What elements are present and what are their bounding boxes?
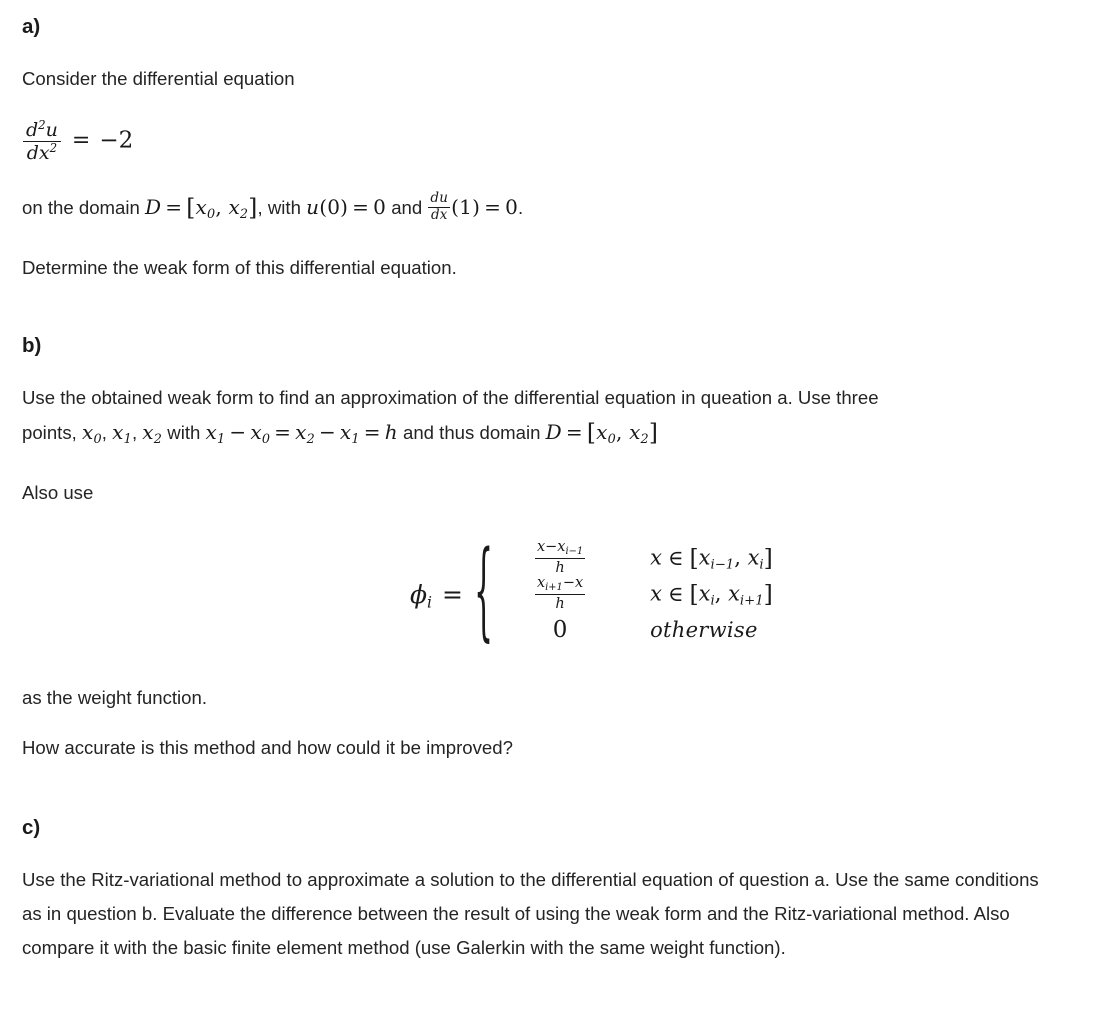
f1-x2-sub: i−1	[565, 546, 584, 558]
point-x0	[81, 419, 102, 447]
accuracy-question-line: How accurate is this method and how could it be improved?	[22, 737, 513, 759]
fraction-2-denominator: h	[555, 595, 565, 612]
point-x2	[142, 419, 163, 447]
math-equals-2: =	[352, 194, 370, 219]
math-u-arg: (0)	[319, 194, 349, 219]
math-zero-1: 0	[373, 194, 387, 219]
piecewise-row-1	[508, 540, 773, 576]
bracket-open-b: [	[586, 419, 597, 447]
c2-b: x	[728, 581, 740, 606]
e-x2-sub: 2	[306, 431, 315, 447]
boundary-condition-1	[306, 195, 386, 219]
point-x1	[112, 419, 132, 447]
bracket-close-b: ]	[648, 419, 659, 447]
math-equals-3: =	[484, 194, 502, 219]
e-x1b: x	[339, 419, 352, 444]
piecewise-value-1	[508, 539, 612, 576]
d-x2: x	[629, 419, 641, 444]
e-x1b-sub: 1	[351, 431, 360, 447]
f1-minus: −	[545, 539, 558, 556]
section-b-paragraph-line2: points, $x_0$, $x_1$, $x_2$ with $x_1 - x_0 = x_2 - x_1 = h$ and thus domain $D = [x_0$, $x_2$]	[22, 419, 659, 447]
c1-bracket-close: ]	[763, 544, 773, 573]
math-u: u	[306, 194, 320, 219]
c1-var: x	[650, 545, 662, 570]
section-a-task: Determine the weak form of this differential equation.	[22, 257, 457, 279]
c1-b-sub: i	[759, 557, 764, 573]
section-a-domain-line	[22, 190, 1056, 225]
dx-denominator: dx	[430, 207, 448, 224]
piecewise-row-2	[508, 576, 773, 612]
boundary-condition-2	[427, 190, 518, 224]
phi-symbol	[410, 579, 436, 612]
p1-sub: 1	[123, 431, 132, 447]
math-D: D	[145, 194, 162, 219]
p2-base: x	[142, 419, 154, 444]
weight-function-line: as the weight function.	[22, 687, 208, 709]
c1-in-op: ∈	[667, 545, 684, 570]
piecewise-condition-1	[612, 544, 773, 572]
c2-b-sub: i+1	[739, 593, 764, 609]
c2-var: x	[650, 581, 662, 606]
fraction-2	[535, 575, 585, 612]
c2-bracket-open: [	[689, 580, 699, 609]
c1-bracket-open: [	[689, 544, 699, 573]
minus-1: −	[229, 419, 247, 444]
phi-glyph: ϕ	[410, 579, 428, 609]
domain-mid-text: , with	[257, 196, 307, 218]
section-label-a: a)	[22, 15, 41, 38]
math-x2: x	[228, 194, 240, 219]
equation-rhs: −2	[99, 127, 134, 154]
math-zero-2: 0	[505, 194, 518, 219]
equals-sign: =	[71, 128, 91, 154]
c1-a: x	[698, 545, 711, 570]
eq-b: =	[363, 419, 381, 444]
e-x1: x	[205, 419, 218, 444]
spacing-equation	[205, 419, 398, 447]
domain-math	[145, 194, 258, 222]
fraction-numerator: $d^2u$	[23, 120, 61, 143]
p0-sub: 0	[93, 431, 102, 447]
d-x0-sub: 0	[607, 431, 616, 447]
differential-equation	[23, 117, 1072, 165]
c1-comma: ,	[734, 545, 748, 570]
e-x0-sub: 0	[261, 431, 271, 447]
zero-value: 0	[552, 617, 568, 644]
piecewise-definition-block	[22, 530, 1072, 656]
domain-math-b	[545, 419, 659, 447]
piecewise-equals: =	[442, 579, 463, 609]
p0-base: x	[81, 419, 94, 444]
e-x1-sub: 1	[217, 431, 226, 447]
math-x2-sub: 2	[239, 206, 249, 222]
second-derivative-fraction	[23, 117, 61, 165]
f1-x: x	[536, 539, 546, 556]
math-equals-1: =	[165, 194, 183, 219]
du-numerator: du	[430, 190, 449, 207]
also-use-line: Also use	[22, 482, 94, 504]
math-comma: ,	[215, 194, 229, 219]
math-bracket-close: ]	[248, 194, 258, 222]
math-one-arg: (1)	[451, 194, 481, 219]
section-b-paragraph-line1: Use the obtained weak form to find an approximation of the differential equation in queation a. Use three	[22, 386, 879, 408]
section-c-paragraph: Use the Ritz-variational method to approximate a solution to the differential equation of question a. Use the same conditions as in question b. Evaluate the difference between the result of using the weak form and the Ritz-variational method. Also compare it with the basic finite element method (use Galerkin with the same weight function).	[22, 868, 1039, 958]
period: .	[518, 196, 524, 218]
and-word: and	[391, 196, 423, 218]
c2-a-sub: i	[710, 593, 715, 609]
curly-brace-icon: {	[473, 530, 494, 656]
domain-mid-b: and thus domain	[397, 421, 546, 443]
with-word: with	[162, 421, 206, 443]
math-x0-sub: 0	[206, 206, 216, 222]
D-symbol-b: D	[545, 419, 562, 444]
piecewise-value-3	[508, 617, 612, 643]
c2-comma: ,	[714, 581, 729, 606]
piecewise-equation	[410, 530, 773, 656]
c1-a-sub: i−1	[710, 557, 735, 573]
du-dx-fraction	[428, 191, 450, 223]
section-label-b: b)	[22, 334, 42, 358]
fraction-2-numerator	[535, 575, 585, 594]
phi-subscript: i	[427, 593, 433, 612]
c2-a: x	[698, 581, 711, 606]
f2-x2: x	[574, 575, 584, 592]
f2-minus: −	[562, 575, 575, 592]
piecewise-value-2	[508, 575, 612, 612]
section-a-intro: Consider the differential equation	[22, 67, 295, 89]
f2-x-sub: i+1	[545, 582, 563, 594]
f1-x2: x	[557, 539, 566, 556]
eq-a: =	[274, 419, 292, 444]
d-x2-sub: 2	[640, 431, 649, 447]
c2-in-op: ∈	[667, 581, 684, 606]
fraction-1-denominator: h	[555, 559, 565, 576]
piecewise-rows	[508, 540, 773, 648]
eq-c: =	[565, 419, 583, 444]
p1-base: x	[112, 419, 124, 444]
d-x0: x	[596, 419, 608, 444]
e-x2: x	[295, 419, 307, 444]
math-x0: x	[195, 194, 207, 219]
h-symbol: h	[384, 419, 398, 444]
p2-sub: 2	[153, 431, 163, 447]
points-prefix: points,	[22, 421, 82, 443]
d-comma: ,	[615, 419, 630, 444]
fraction-1	[535, 539, 585, 576]
math-bracket-open: [	[186, 194, 196, 222]
c1-b: x	[747, 545, 760, 570]
piecewise-condition-2	[612, 580, 773, 608]
e-x0: x	[250, 419, 262, 444]
piecewise-row-3	[508, 612, 773, 648]
fraction-1-numerator	[535, 539, 585, 558]
section-label-c: c)	[22, 816, 41, 840]
c2-bracket-close: ]	[763, 580, 773, 609]
domain-prefix: on the domain	[22, 196, 146, 218]
piecewise-condition-3: otherwise	[650, 618, 758, 643]
fraction-denominator: $dx^2$	[26, 141, 58, 165]
minus-2: −	[318, 419, 336, 444]
f2-x: x	[536, 575, 546, 592]
